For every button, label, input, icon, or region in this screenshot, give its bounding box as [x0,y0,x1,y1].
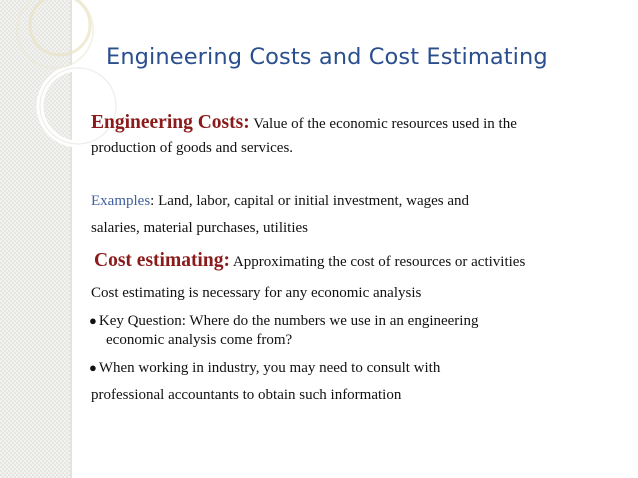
cost-estimating-necessity: Cost estimating is necessary for any economic analysis [91,285,422,301]
examples-continuation: salaries, material purchases, utilities [91,220,309,236]
cost-estimating-text: Approximating the cost of resources or activities [229,254,526,270]
decorative-circles [0,0,120,200]
bullet-text: Key Question: Where do the numbers we use in an engineering [98,313,479,329]
examples-line [91,192,469,210]
examples-text: : Land, labor, capital or initial investment, wages and [150,193,470,209]
bullet-text: When working in industry, you may need to consult with [98,360,441,376]
bullet-item-industry-continuation: professional accountants to obtain such information [91,387,402,403]
examples-label: Examples [91,193,151,209]
bullet-item-key-question-continuation: economic analysis come from? [106,332,293,348]
engineering-costs-continuation: production of goods and services. [91,140,294,156]
engineering-costs-text: Value of the economic resources used in the [249,116,517,132]
engineering-costs-line [91,114,517,133]
slide-title: Engineering Costs and Cost Estimating [106,44,548,70]
bullet-item-key-question [89,312,478,330]
cost-estimating-heading: Cost estimating: [94,250,230,271]
bullet-icon: ● [89,313,97,328]
bullet-icon: ● [89,360,97,375]
engineering-costs-heading: Engineering Costs: [91,112,250,133]
bullet-item-industry [89,359,440,377]
cost-estimating-line [94,252,525,271]
